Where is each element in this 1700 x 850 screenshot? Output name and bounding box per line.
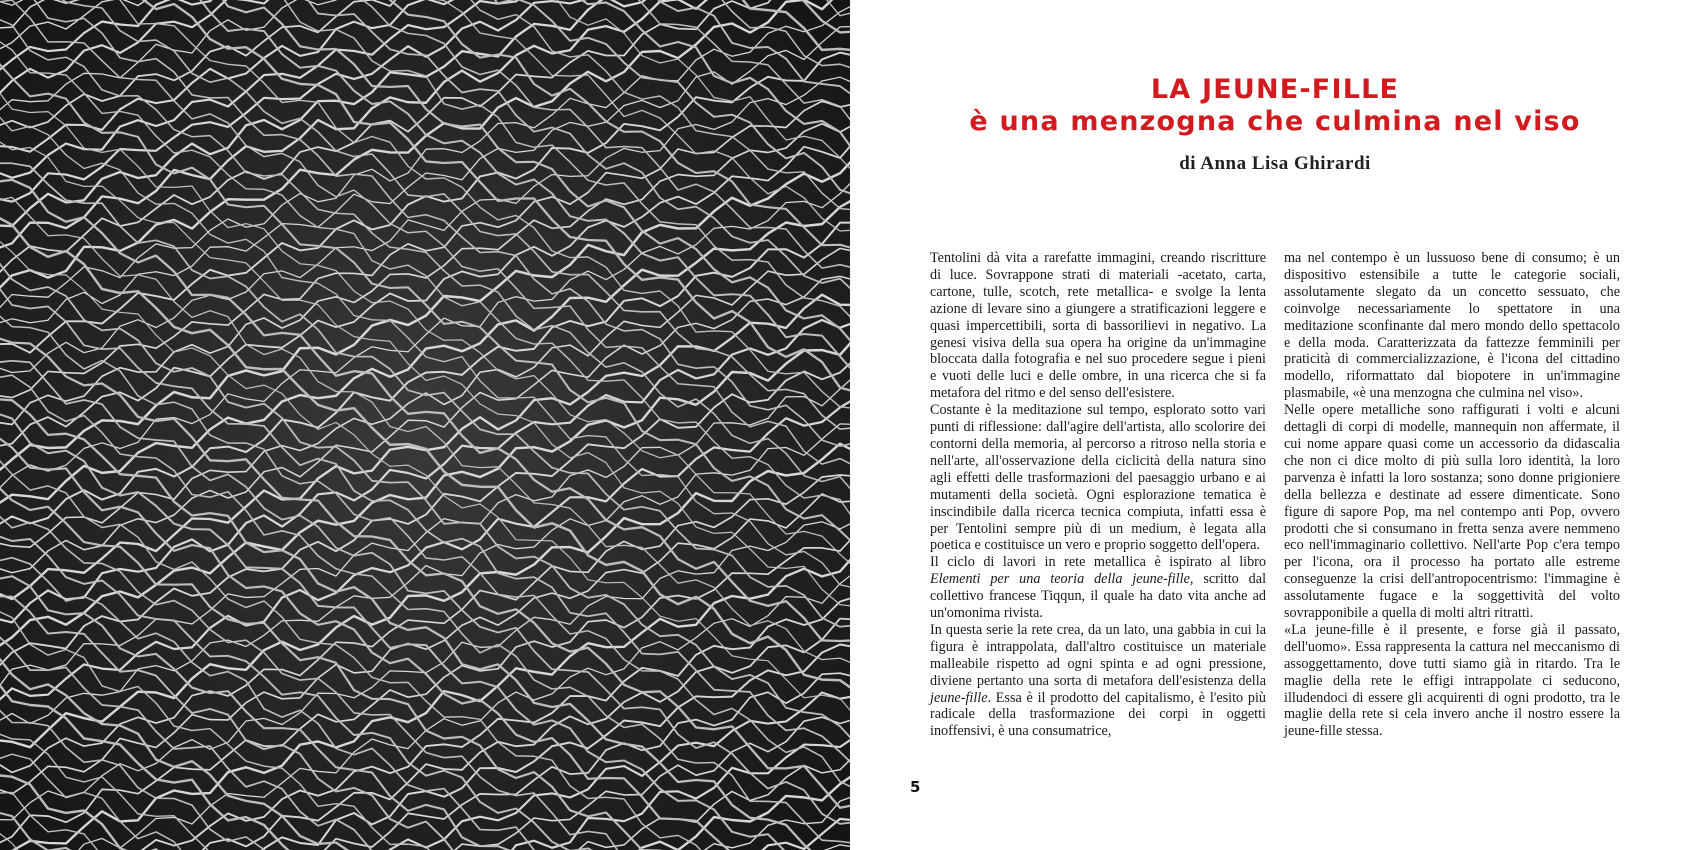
- paragraph: Tentolini dà vita a rarefatte immagini, creando riscritture di luce. Sovrappone strati di materiali -acetato, carta, cartone, tulle, scotch, rete metallica- e svolge la lenta azione di levare sino a giungere a stratificazioni leggere e quasi impercettibili, sorta di bassorilievi in negativo. La genesi visiva della sua opera ha origine da un'immagine bloccata dalla fotografia e nel suo procedere segue i pieni e vuoti delle luci e delle ombre, in una ricerca che si fa metafora del ritmo e del senso dell'esistere.: [930, 250, 1266, 402]
- text-column-left: [930, 250, 1266, 740]
- italic-term: jeune-fille: [930, 689, 988, 706]
- article-subtitle: è una menzogna che culmina nel viso: [969, 106, 1581, 137]
- article-title: LA JEUNE-FILLE: [1150, 74, 1400, 105]
- text-column-right: [1284, 250, 1620, 740]
- paragraph: Nelle opere metalliche sono raffigurati i volti e alcuni dettagli di corpi di modelle, mannequin non affermate, il cui nome appare quasi come un accessorio da didascalia che non ci dice molto di più sulla loro identità, la loro parvenza è infatti la loro sostanza; sono donne prigioniere della bellezza e destinate ad essere dimenticate. Sono figure di sapore Pop, ma nel contempo anti Pop, ovvero prodotti che si consumano in fretta senza avere nemmeno eco nell'immaginario collettivo. Nell'arte Pop c'era tempo per l'icona, ora il processo ha portato alle estreme conseguenze la crisi dell'antropocentrismo: l'immagine è assolutamente fugace e la soggettività del volto sovrapponibile a quella di molti altri ritratti.: [1284, 402, 1620, 622]
- book-title: Elementi per una teoria della jeune-fille: [930, 571, 1190, 588]
- page-number: 5: [910, 778, 921, 796]
- article-page: [850, 0, 1700, 850]
- paragraph: «La jeune-fille è il presente, e forse già il passato, dell'uomo». Essa rappresenta la cattura nel meccanismo di assoggettamento, dove tutti siamo già in ritardo. Tra le maglie della rete le effigi intrappolate ci seducono, illudendoci di essere gli acquirenti di ogni prodotto, tra le maglie della rete si cela invero anche il nostro essere la jeune-fille stessa.: [1284, 621, 1620, 740]
- article-byline: di Anna Lisa Ghirardi: [1179, 153, 1371, 174]
- paragraph: [930, 554, 1266, 622]
- paragraph-text: Il ciclo di lavori in rete metallica è ispirato al libro: [930, 554, 1266, 571]
- paragraph: ma nel contempo è un lussuoso bene di consumo; è un dispositivo estensibile a tutte le categorie sociali, assolutamente slegato da un concetto sessuato, che coinvolge necessariamente lo spettatore in una meditazione sconfinante dal mero mondo dello spettacolo e della moda. Caratterizzata da fattezze femminili per praticità di commercializzazione, è l'icona del cittadino modello, riformattato dal biopotere in un'immagine plasmabile, «è una menzogna che culmina nel viso».: [1284, 250, 1620, 402]
- paragraph-text: , scritto dal collettivo francese Tiqqun, il quale ha dato vita anche ad un'omonima rivista.: [930, 571, 1267, 622]
- paragraph-text: In questa serie la rete crea, da un lato, una gabbia in cui la figura è intrappolata, dall'altro costituisce un materiale malleabile rispetto ad ogni spinta e ad ogni pressione, diviene pertanto una sorta di metafora dell'esistenza della: [930, 621, 1266, 689]
- paragraph: [930, 622, 1266, 740]
- paragraph: Costante è la meditazione sul tempo, esplorato sotto vari punti di riflessione: dall'agire dell'artista, allo scolorire dei contorni della memoria, al percorso a ritroso nella storia e nell'arte, all'osservazione della ciclicità della natura sino agli effetti delle trasformazioni del paesaggio urbano e ai mutamenti della società. Ogni esplorazione tematica è inscindibile dalla ricerca tecnica compiuta, infatti essa è per Tentolini sempre più di un medium, è legata alla poetica e costituisce un vero e proprio soggetto dell'opera.: [930, 402, 1266, 554]
- paragraph-text: . Essa è il prodotto del capitalismo, è l'esito più radicale della trasformazione dei corpi in oggetti inoffensivi, è una consumatrice,: [930, 689, 1266, 740]
